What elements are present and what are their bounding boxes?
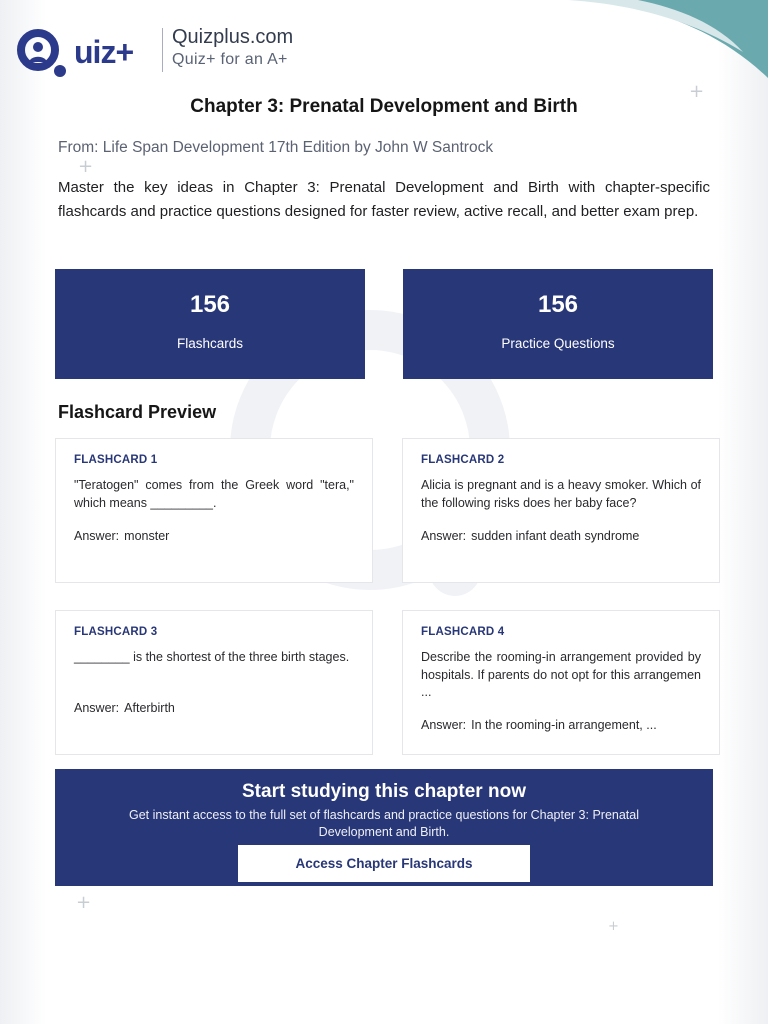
- flashcard-label: FLASHCARD 2: [421, 454, 505, 466]
- flashcards-count-tile[interactable]: [55, 269, 365, 379]
- flashcard-answer: [421, 718, 701, 732]
- flashcard-label: FLASHCARD 1: [74, 454, 158, 466]
- book-source: From: Life Span Development 17th Edition by John W Santrock: [58, 139, 494, 156]
- chapter-intro: Master the key ideas in Chapter 3: Prenatal Development and Birth with chapter-specific flashcards and practice questions designed for faster review, active recall, and better exam prep.: [58, 179, 710, 220]
- practice-questions-count-tile[interactable]: [403, 269, 713, 379]
- logo-wordmark: uiz+: [74, 34, 134, 70]
- flashcard-label: FLASHCARD 4: [421, 626, 505, 638]
- right-shade: [718, 0, 768, 1024]
- answer-prefix: Answer:: [74, 529, 120, 543]
- study-cta-banner: [55, 769, 713, 886]
- stat-value: 156: [537, 291, 579, 318]
- answer-prefix: Answer:: [421, 529, 467, 543]
- site-tagline: Quiz+ for an A+: [172, 51, 288, 68]
- chapter-title: Chapter 3: Prenatal Development and Birth: [190, 96, 578, 117]
- flashcard-question: Alicia is pregnant and is a heavy smoker. Which of the following risks does her baby face?: [421, 478, 701, 510]
- answer-text: monster: [124, 529, 170, 543]
- plus-icon: +: [78, 156, 94, 177]
- cta-title: Start studying this chapter now: [242, 781, 526, 802]
- flashcard-question: "Teratogen" comes from the Greek word "tera," which means _________.: [74, 478, 354, 510]
- plus-icon: +: [608, 919, 619, 934]
- flashcard-question: Describe the rooming-in arrangement provided by hospitals. If parents do not opt for this arrangemen ...: [421, 650, 701, 699]
- answer-prefix: Answer:: [74, 701, 120, 715]
- flashcard-4[interactable]: [402, 610, 720, 755]
- answer-text: Afterbirth: [124, 701, 175, 715]
- stat-label: Flashcards: [176, 336, 244, 351]
- stat-value: 156: [189, 291, 231, 318]
- answer-prefix: Answer:: [421, 718, 467, 732]
- answer-text: sudden infant death syndrome: [471, 529, 640, 543]
- flashcard-preview-heading: Flashcard Preview: [58, 402, 217, 422]
- quiz-q-logo-icon: [16, 28, 70, 78]
- left-shade: [0, 0, 46, 1024]
- site-name: Quizplus.com: [172, 26, 294, 48]
- flashcard-answer: [74, 529, 354, 543]
- plus-icon: +: [689, 81, 705, 102]
- flashcard-question: ________ is the shortest of the three birth stages.: [74, 650, 350, 664]
- corner-swoosh-decoration: [568, 0, 768, 80]
- plus-icon: +: [76, 892, 92, 913]
- flashcard-3[interactable]: [55, 610, 373, 755]
- flashcard-1[interactable]: [55, 438, 373, 583]
- answer-text: In the rooming-in arrangement, ...: [471, 718, 657, 732]
- flashcard-2[interactable]: [402, 438, 720, 583]
- flashcard-answer: [421, 529, 701, 543]
- flashcard-answer: [74, 701, 354, 715]
- cta-description: Get instant access to the full set of flashcards and practice questions for Chapter 3: Prenatal Development and Birth.: [129, 808, 639, 839]
- stat-label: Practice Questions: [501, 336, 615, 351]
- logo-divider: [162, 28, 163, 72]
- access-chapter-flashcards-button[interactable]: Access Chapter Flashcards: [238, 845, 530, 882]
- brand-logo[interactable]: [16, 24, 296, 76]
- flashcard-label: FLASHCARD 3: [74, 626, 158, 638]
